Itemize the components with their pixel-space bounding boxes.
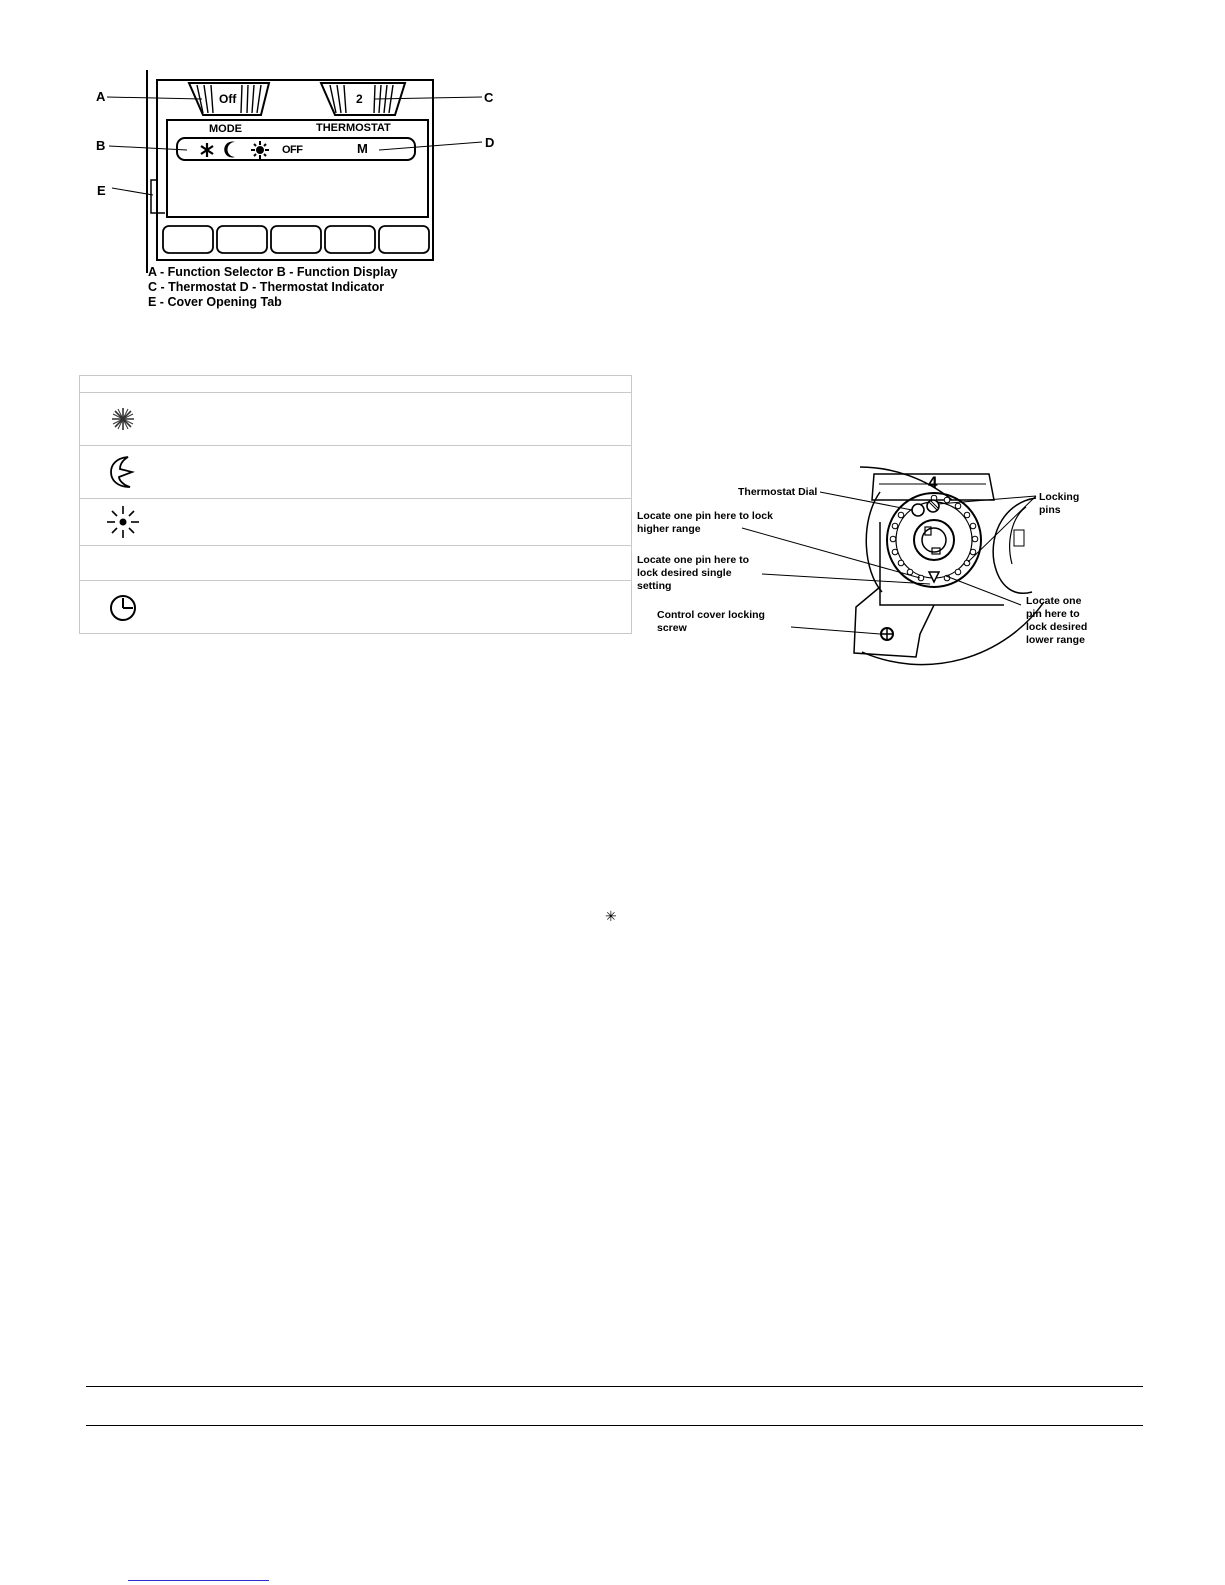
label-line: lower range — [1026, 634, 1085, 646]
dial-number: 4 — [928, 473, 938, 492]
callout-e: E — [97, 183, 106, 198]
moon-icon — [102, 446, 144, 498]
table-row — [80, 446, 631, 499]
footer-rule-top — [86, 1386, 1143, 1387]
callout-c: C — [484, 90, 494, 105]
thermostat-dial-figure — [634, 462, 1114, 667]
callout-b: B — [96, 138, 106, 153]
single-setting-label — [637, 554, 749, 593]
thermostat-label: THERMOSTAT — [316, 122, 391, 134]
display-sun-icon — [251, 141, 269, 159]
label-line: Locate one — [1026, 595, 1082, 607]
higher-range-label — [637, 510, 773, 536]
table-header-row — [80, 376, 631, 393]
thermostat-dial-label: Thermostat Dial — [738, 486, 818, 498]
label-line: screw — [657, 622, 687, 634]
footer-rule-bottom — [86, 1425, 1143, 1426]
cover-screw-label — [657, 609, 765, 635]
snowflake-icon — [102, 393, 144, 445]
off-label: OFF — [282, 144, 303, 156]
hyperlink-underline[interactable] — [128, 1580, 269, 1581]
table-row — [80, 546, 631, 581]
display-moon-icon — [224, 142, 235, 158]
label-line: pins — [1039, 504, 1061, 516]
caption-line-1: A - Function Selector B - Function Display — [148, 265, 398, 279]
mode-label: MODE — [209, 123, 242, 135]
caption-line-3: E - Cover Opening Tab — [148, 295, 282, 309]
function-selector-value: Off — [219, 92, 237, 106]
sun-icon — [102, 499, 144, 545]
label-line: Locate one pin here to lock — [637, 510, 773, 522]
thermostat-indicator-icon: M — [357, 141, 368, 156]
mode-icon-table — [79, 375, 632, 634]
table-row — [80, 499, 631, 546]
table-row — [80, 393, 631, 446]
label-line: Locate one pin here to — [637, 554, 750, 566]
inline-snowflake-icon: ✳ — [605, 908, 617, 924]
label-line: Control cover locking — [657, 609, 765, 621]
locking-pins-label — [1039, 491, 1079, 517]
callout-a: A — [96, 89, 106, 104]
thermostat-value: 2 — [356, 92, 363, 106]
label-line: higher range — [637, 523, 701, 535]
label-line: lock desired — [1026, 621, 1088, 633]
clock-icon — [102, 581, 144, 634]
table-row — [80, 581, 631, 634]
label-line: setting — [637, 580, 672, 592]
lower-range-label — [1026, 595, 1087, 647]
callout-d: D — [485, 135, 495, 150]
label-line: Locking — [1039, 491, 1080, 503]
display-snowflake-icon — [201, 143, 213, 157]
label-line: lock desired single — [637, 567, 732, 579]
label-line: pin here to — [1026, 608, 1080, 620]
caption-line-2: C - Thermostat D - Thermostat Indicator — [148, 280, 385, 294]
